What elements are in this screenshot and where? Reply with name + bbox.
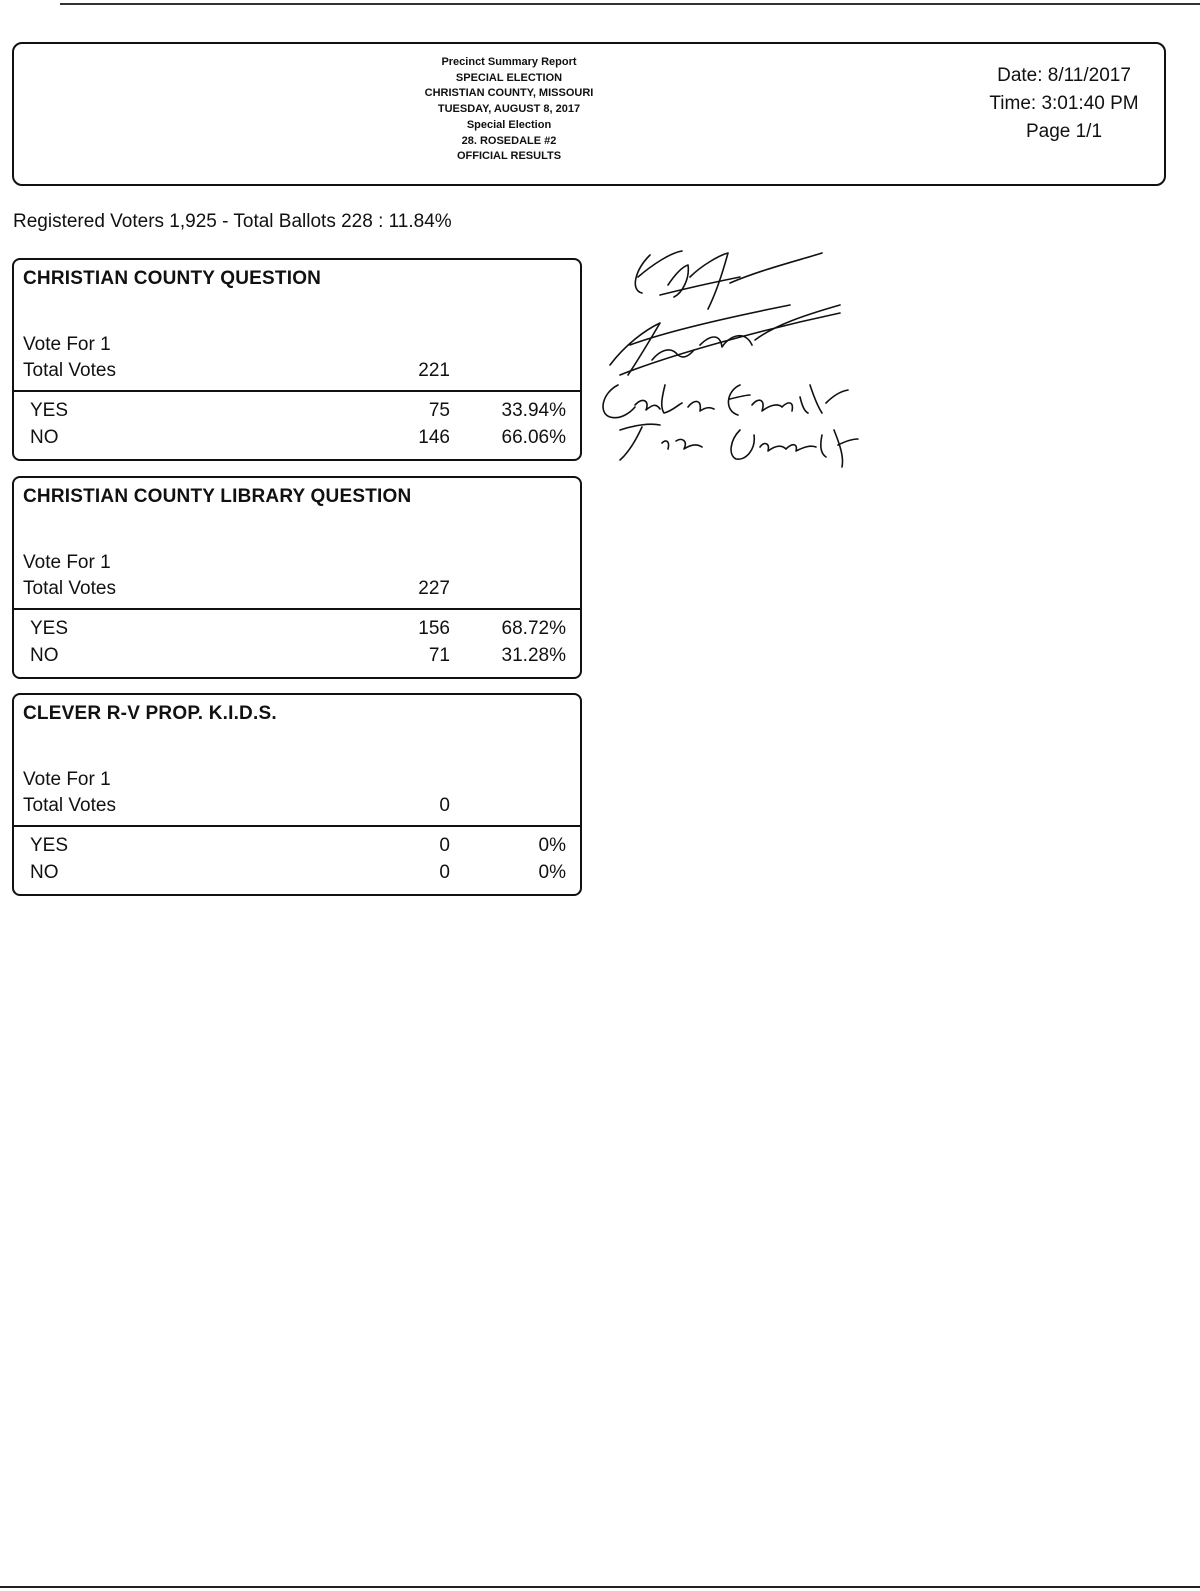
signature-1 — [635, 251, 822, 309]
choice-row — [14, 618, 580, 645]
county-name: CHRISTIAN COUNTY, MISSOURI — [424, 87, 594, 100]
choice-votes: 156 — [418, 618, 450, 639]
contest-title: CHRISTIAN COUNTY LIBRARY QUESTION — [23, 486, 412, 507]
choice-votes: 75 — [428, 400, 450, 421]
election-date: TUESDAY, AUGUST 8, 2017 — [437, 103, 581, 116]
vote-for-label: Vote For 1 — [23, 334, 111, 355]
signature-4 — [620, 424, 858, 467]
report-title-block — [374, 55, 644, 165]
choice-votes: 146 — [418, 427, 450, 448]
choice-votes: 0 — [439, 835, 450, 856]
signatures-icon — [590, 235, 880, 475]
report-time: Time: 3:01:40 PM — [989, 93, 1139, 114]
choice-label: NO — [30, 645, 59, 666]
choice-label: YES — [30, 618, 69, 639]
choice-label: NO — [30, 427, 59, 448]
contest-title: CHRISTIAN COUNTY QUESTION — [23, 268, 322, 289]
total-votes-value: 227 — [418, 578, 450, 599]
choice-row — [14, 835, 580, 862]
choice-percent: 33.94% — [501, 400, 566, 421]
contest-divider — [14, 390, 580, 392]
choice-percent: 0% — [538, 862, 566, 883]
report-meta — [974, 62, 1154, 146]
election-type: Special Election — [466, 118, 552, 131]
choice-votes: 0 — [439, 862, 450, 883]
scan-edge-bottom — [0, 1586, 1200, 1588]
total-votes-label: Total Votes — [23, 795, 116, 816]
choice-label: NO — [30, 862, 59, 883]
results-status: OFFICIAL RESULTS — [456, 150, 562, 163]
report-date: Date: 8/11/2017 — [997, 65, 1131, 86]
choice-row — [14, 862, 580, 889]
choice-row — [14, 645, 580, 672]
election-name: SPECIAL ELECTION — [455, 71, 563, 84]
choice-label: YES — [30, 400, 69, 421]
choice-label: YES — [30, 835, 69, 856]
contest-box — [12, 258, 582, 461]
choice-row — [14, 400, 580, 427]
signature-3 — [603, 385, 848, 418]
choice-row — [14, 427, 580, 454]
vote-for-label: Vote For 1 — [23, 769, 111, 790]
choice-percent: 0% — [538, 835, 566, 856]
choice-percent: 68.72% — [501, 618, 566, 639]
contest-divider — [14, 608, 580, 610]
precinct-name: 28. ROSEDALE #2 — [461, 134, 557, 147]
contest-divider — [14, 825, 580, 827]
contest-title: CLEVER R-V PROP. K.I.D.S. — [23, 703, 277, 724]
choice-votes: 71 — [428, 645, 450, 666]
signature-2 — [610, 305, 840, 375]
report-title: Precinct Summary Report — [441, 56, 577, 68]
choice-percent: 66.06% — [501, 427, 566, 448]
scan-edge-top — [60, 3, 1200, 5]
choice-percent: 31.28% — [501, 645, 566, 666]
turnout-summary: Registered Voters 1,925 - Total Ballots 228 : 11.84% — [13, 211, 452, 232]
total-votes-value: 221 — [418, 360, 450, 381]
report-header — [12, 42, 1166, 186]
total-votes-value: 0 — [439, 795, 450, 816]
contest-box — [12, 693, 582, 896]
vote-for-label: Vote For 1 — [23, 552, 111, 573]
page-number: Page 1/1 — [1025, 121, 1103, 142]
contest-box — [12, 476, 582, 679]
total-votes-label: Total Votes — [23, 360, 116, 381]
total-votes-label: Total Votes — [23, 578, 116, 599]
